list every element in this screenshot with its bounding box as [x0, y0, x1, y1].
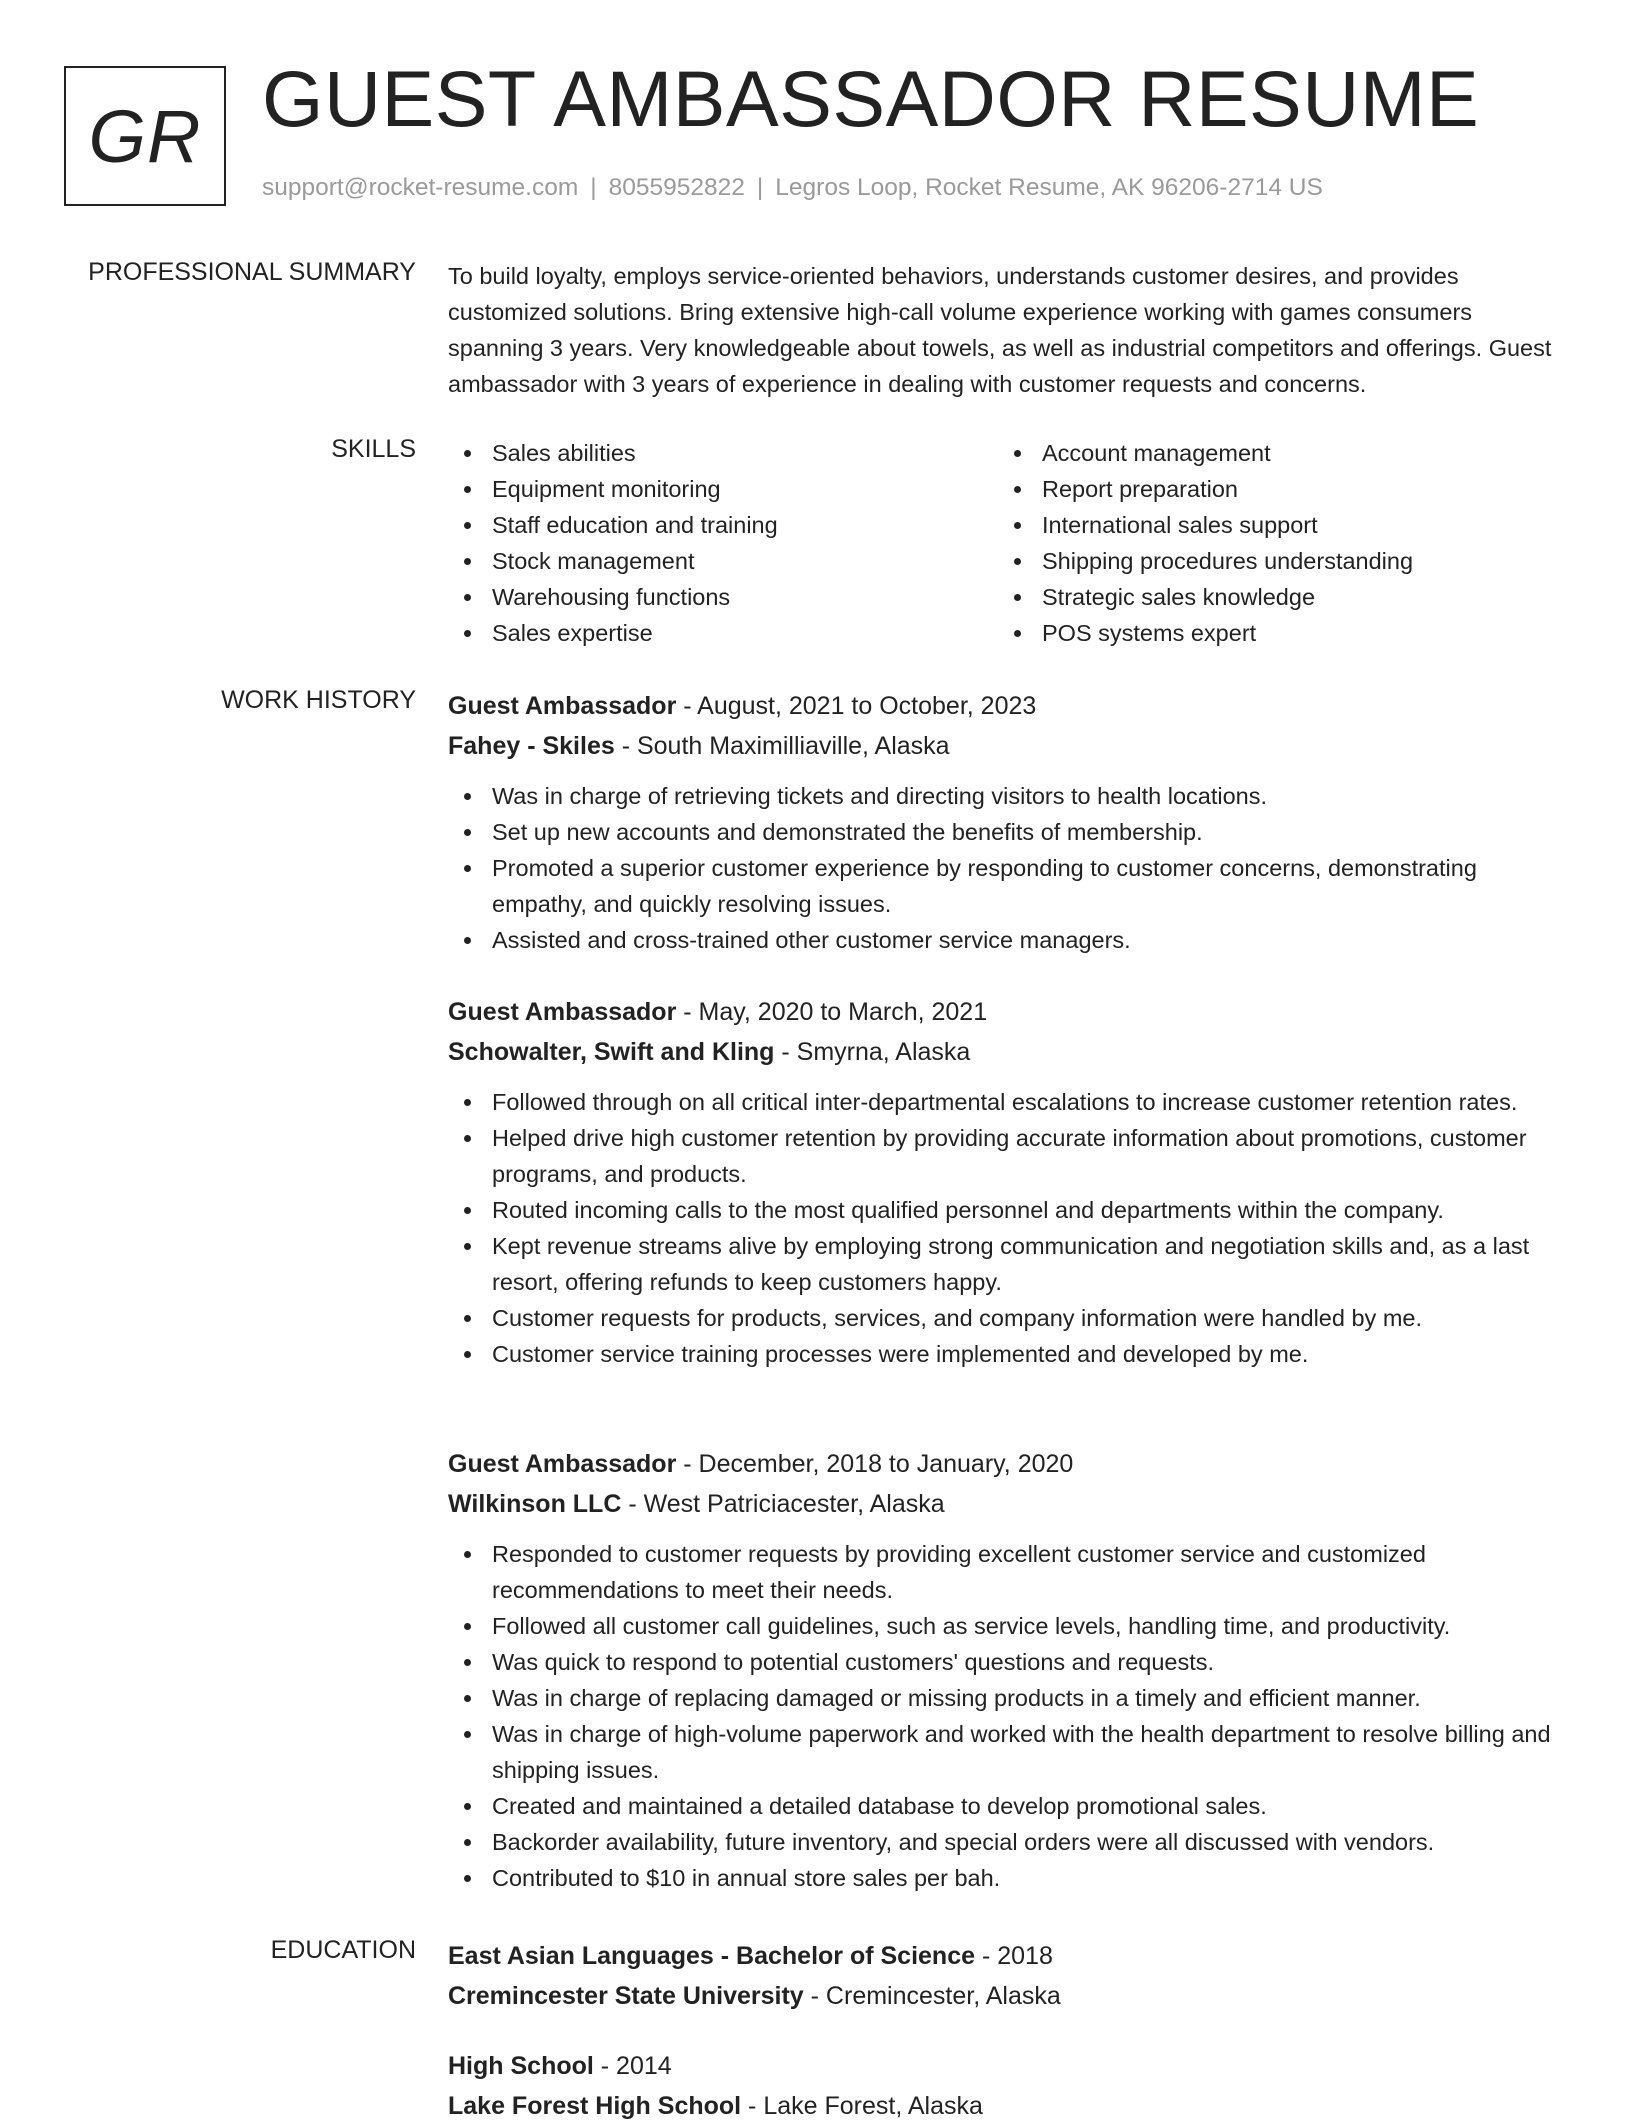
skills-body: [448, 435, 1568, 651]
duty-item: Routed incoming calls to the most qualified personnel and departments within the company.: [448, 1192, 1568, 1228]
duty-item: Responded to customer requests by providing excellent customer service and customized recommendations to meet their needs.: [448, 1536, 1568, 1608]
job-title-line: [448, 686, 1568, 726]
education-school: Cremincester State University: [448, 1982, 804, 2010]
education-degree-line: [448, 2046, 1568, 2086]
skills-list-right: [998, 435, 1558, 651]
skill-item: Sales abilities: [448, 435, 998, 471]
education-entry: [448, 2046, 1568, 2126]
contact-separator: |: [590, 174, 597, 201]
education-year: - 2014: [593, 2052, 672, 2080]
duty-item: Was in charge of replacing damaged or missing products in a timely and efficient manner.: [448, 1680, 1568, 1716]
duty-item: Customer requests for products, services, and company information were handled by me.: [448, 1300, 1568, 1336]
job-company: Wilkinson LLC: [448, 1490, 622, 1518]
contact-address: Legros Loop, Rocket Resume, AK 96206-2714 US: [775, 174, 1323, 201]
duty-item: Assisted and cross-trained other customer service managers.: [448, 922, 1568, 958]
job-title: Guest Ambassador: [448, 1450, 677, 1478]
job-duties: [448, 778, 1568, 958]
job-company: Schowalter, Swift and Kling: [448, 1038, 775, 1066]
skill-item: Account management: [998, 435, 1558, 471]
education-school: Lake Forest High School: [448, 2092, 742, 2120]
education-degree-line: [448, 1936, 1568, 1976]
monogram-initials: GR: [88, 94, 202, 178]
job-location: - West Patriciacester, Alaska: [621, 1490, 945, 1518]
skills-label: SKILLS: [331, 435, 416, 463]
job-title: Guest Ambassador: [448, 998, 677, 1026]
contact-line: [262, 174, 1323, 202]
skill-item: Shipping procedures understanding: [998, 543, 1558, 579]
work-history-label: WORK HISTORY: [221, 686, 416, 714]
job-entry: [448, 686, 1568, 958]
summary-body: [448, 258, 1568, 402]
duty-item: Helped drive high customer retention by providing accurate information about promotions, customer programs, and products.: [448, 1120, 1568, 1192]
skill-item: POS systems expert: [998, 615, 1558, 651]
job-title: Guest Ambassador: [448, 692, 677, 720]
job-company: Fahey - Skiles: [448, 732, 615, 760]
job-company-line: [448, 1484, 1568, 1524]
education-degree: High School: [448, 2052, 594, 2080]
duty-item: Promoted a superior customer experience by responding to customer concerns, demonstrating empathy, and quickly resolving issues.: [448, 850, 1568, 922]
job-title-line: [448, 1444, 1568, 1484]
skill-item: Warehousing functions: [448, 579, 998, 615]
job-dates: - August, 2021 to October, 2023: [676, 692, 1037, 720]
duty-item: Customer service training processes were implemented and developed by me.: [448, 1336, 1568, 1372]
education-year: - 2018: [975, 1942, 1053, 1970]
contact-email: support@rocket-resume.com: [262, 174, 579, 201]
job-duties: [448, 1536, 1568, 1896]
summary-label: PROFESSIONAL SUMMARY: [88, 258, 416, 286]
work-history-body: [448, 686, 1568, 1891]
skill-item: International sales support: [998, 507, 1558, 543]
duty-item: Followed all customer call guidelines, such as service levels, handling time, and productivity.: [448, 1608, 1568, 1644]
education-location: - Cremincester, Alaska: [803, 1982, 1061, 2010]
job-company-line: [448, 1032, 1568, 1072]
skill-item: Sales expertise: [448, 615, 998, 651]
job-dates: - May, 2020 to March, 2021: [676, 998, 988, 1026]
education-location: - Lake Forest, Alaska: [741, 2092, 983, 2120]
duty-item: Was quick to respond to potential customers' questions and requests.: [448, 1644, 1568, 1680]
education-school-line: [448, 2086, 1568, 2126]
education-school-line: [448, 1976, 1568, 2016]
duty-item: Followed through on all critical inter-departmental escalations to increase customer retention rates.: [448, 1084, 1568, 1120]
job-company-line: [448, 726, 1568, 766]
job-location: - South Maximilliaville, Alaska: [614, 732, 950, 760]
job-dates: - December, 2018 to January, 2020: [676, 1450, 1074, 1478]
duty-item: Set up new accounts and demonstrated the benefits of membership.: [448, 814, 1568, 850]
duty-item: Backorder availability, future inventory, and special orders were all discussed with vendors.: [448, 1824, 1568, 1860]
job-duties: [448, 1084, 1568, 1372]
education-label: EDUCATION: [270, 1936, 416, 1964]
education-entry: [448, 1936, 1568, 2016]
education-body: [448, 1936, 1568, 2120]
monogram-box: [64, 66, 226, 206]
duty-item: Created and maintained a detailed database to develop promotional sales.: [448, 1788, 1568, 1824]
skill-item: Stock management: [448, 543, 998, 579]
job-title-line: [448, 992, 1568, 1032]
education-degree: East Asian Languages - Bachelor of Science: [448, 1942, 976, 1970]
duty-item: Kept revenue streams alive by employing strong communication and negotiation skills and, as a last resort, offering refunds to keep customers happy.: [448, 1228, 1568, 1300]
skills-list-left: [448, 435, 998, 651]
skill-item: Strategic sales knowledge: [998, 579, 1558, 615]
job-location: - Smyrna, Alaska: [774, 1038, 971, 1066]
duty-item: Was in charge of retrieving tickets and directing visitors to health locations.: [448, 778, 1568, 814]
skill-item: Equipment monitoring: [448, 471, 998, 507]
contact-separator: |: [756, 174, 764, 201]
resume-title: GUEST AMBASSADOR RESUME: [262, 54, 1480, 143]
duty-item: Contributed to $10 in annual store sales per bah.: [448, 1860, 1568, 1896]
contact-phone: 8055952822: [608, 174, 745, 201]
skill-item: Staff education and training: [448, 507, 998, 543]
skill-item: Report preparation: [998, 471, 1558, 507]
duty-item: Was in charge of high-volume paperwork and worked with the health department to resolve billing and shipping issues.: [448, 1716, 1568, 1788]
summary-text: To build loyalty, employs service-oriented behaviors, understands customer desires, and provides customized solutions. Bring extensive high-call volume experience working with games consumers spanning 3 years. Very knowledgeable about towels, as well as industrial competitors and offerings. Guest ambassador with 3 years of experience in dealing with customer requests and concerns.: [448, 263, 1552, 397]
job-entry: [448, 1444, 1568, 1896]
job-entry: [448, 992, 1568, 1372]
